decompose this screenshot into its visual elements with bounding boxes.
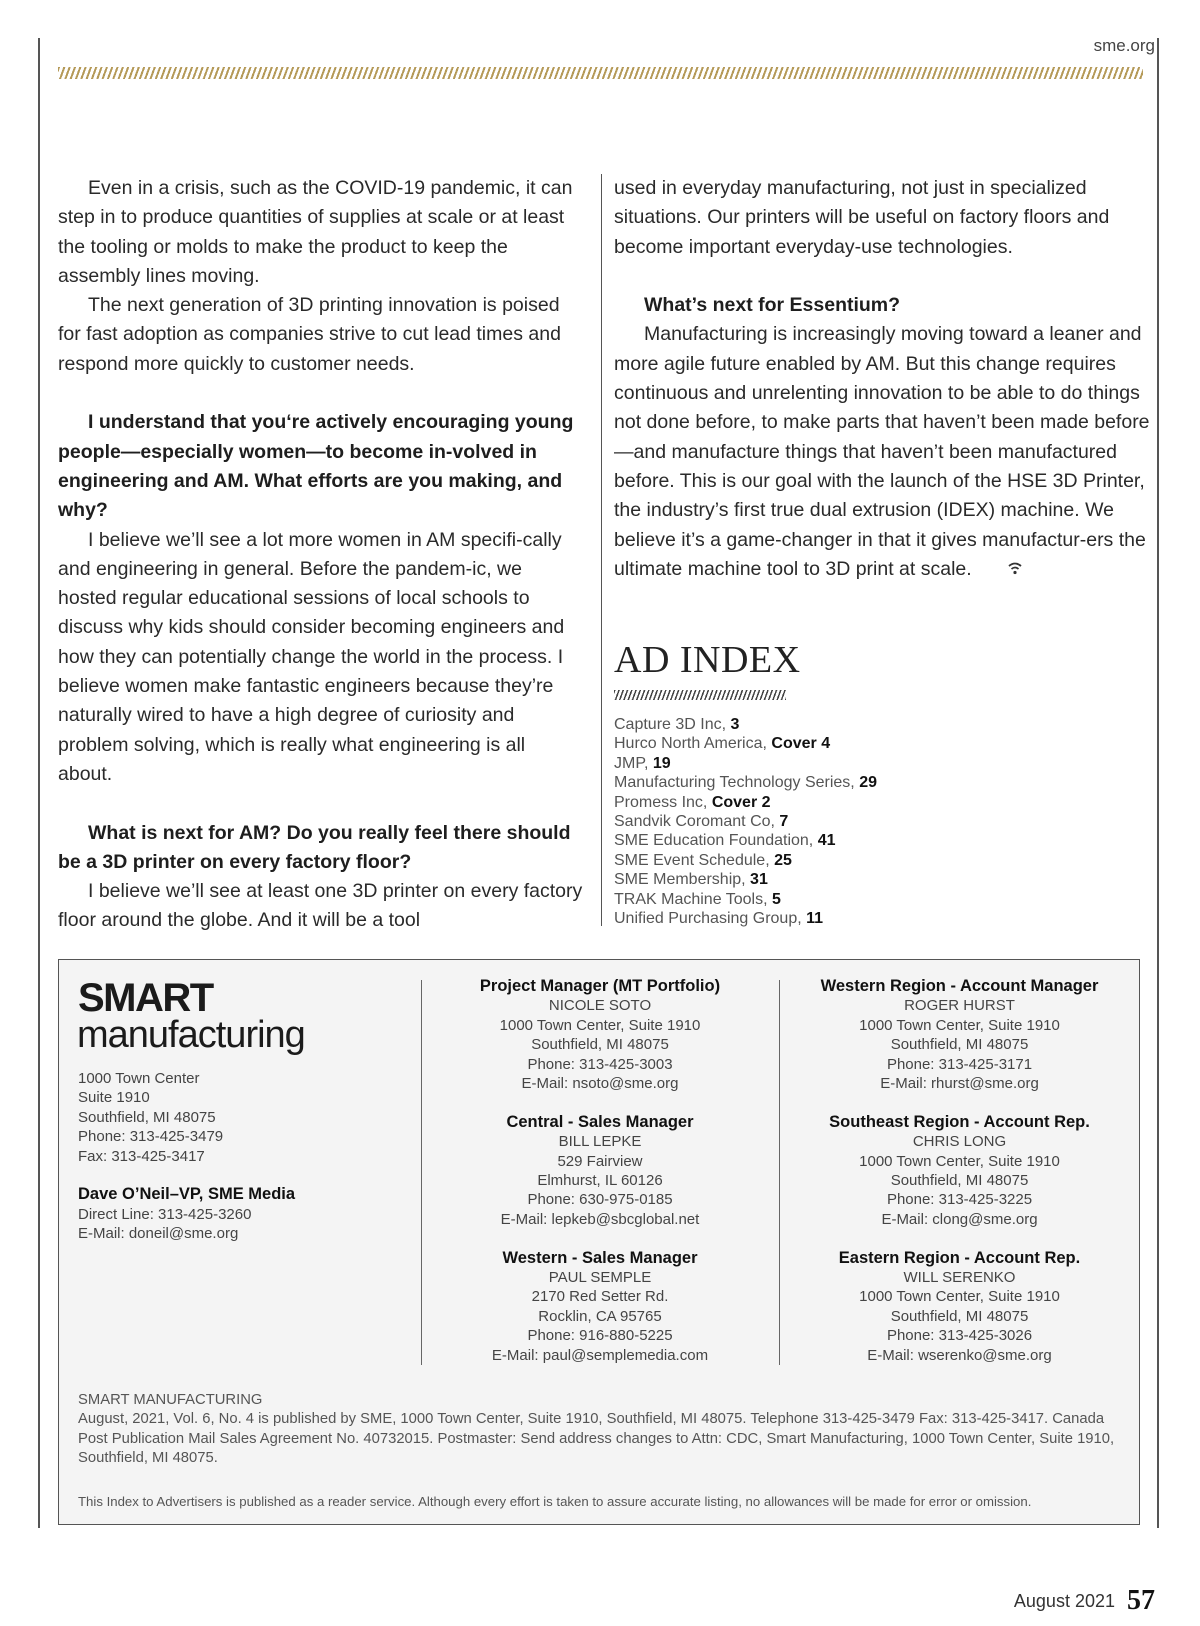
publication-info [78, 1391, 1118, 1469]
body-paragraph: The next generation of 3D printing innovation is poised for fast adoption as companies strive to cut lead times and respond more quickly to customer needs. [58, 294, 561, 375]
right-text-column [614, 174, 1154, 584]
interview-question: I understand that you‘re actively encouraging young people—especially women—to become in-volved in engineering and AM. What efforts are you making, and why? [58, 411, 574, 522]
masthead-divider [421, 980, 422, 1365]
body-paragraph: Even in a crisis, such as the COVID-19 pandemic, it can step in to produce quantities of supplies at scale or at least the tooling or molds to make the product to keep the assembly lines moving. [58, 177, 573, 287]
masthead-divider [779, 980, 780, 1365]
body-paragraph: used in everyday manufacturing, not just in specialized situations. Our printers will be useful on factory floors and become important everyday-use technologies. [614, 177, 1110, 258]
contact-block: Western Region - Account Manager ROGER HURST 1000 Town Center, Suite 1910 Southfield, MI 48075 Phone: 313-425-3171 E-Mail: rhurst@sme.org [787, 977, 1132, 1093]
ad-index-hatch-rule [614, 690, 786, 700]
left-text-column [58, 174, 583, 936]
body-paragraph [614, 320, 1154, 584]
ad-index-entry: Manufacturing Technology Series, 29 [614, 774, 877, 792]
ad-index-entry: Hurco North America, Cover 4 [614, 735, 831, 753]
contact-block: Western - Sales Manager PAUL SEMPLE 2170 Red Setter Rd. Rocklin, CA 95765 Phone: 916-880-5225 E-Mail: paul@semplemedia.com [430, 1249, 770, 1365]
contact-block: Southeast Region - Account Rep. CHRIS LONG 1000 Town Center, Suite 1910 Southfield, MI 48075 Phone: 313-425-3225 E-Mail: clong@sme.org [787, 1113, 1132, 1229]
contacts-column-2 [430, 977, 770, 1384]
contact-email[interactable]: E-Mail: nsoto@sme.org [521, 1075, 679, 1093]
ad-index-title: AD INDEX [614, 639, 801, 681]
ad-index-disclaimer: This Index to Advertisers is published as a reader service. Although every effort is taken to assure accurate listing, no allowances will be made for error or omission. [78, 1494, 1032, 1509]
contact-email[interactable]: E-Mail: paul@semplemedia.com [491, 1346, 709, 1364]
ad-index-entry: TRAK Machine Tools, 5 [614, 890, 781, 908]
contact-block: Project Manager (MT Portfolio) NICOLE SOTO 1000 Town Center, Suite 1910 Southfield, MI 48075 Phone: 313-425-3003 E-Mail: nsoto@sme.org [430, 977, 770, 1093]
page-number: 57 [1127, 1585, 1155, 1616]
vp-name: Dave O’Neil–VP, SME Media [78, 1185, 296, 1204]
right-margin-rule [1157, 38, 1159, 1528]
end-of-article-icon [978, 555, 1022, 584]
contact-email[interactable]: E-Mail: clong@sme.org [881, 1210, 1038, 1228]
ad-index-entry: JMP, 19 [614, 754, 671, 772]
interview-question: What is next for AM? Do you really feel there should be a 3D printer on every factory floor? [58, 821, 571, 873]
ad-index-entry: SME Membership, 31 [614, 871, 768, 889]
contact-email[interactable]: E-Mail: wserenko@sme.org [867, 1346, 1052, 1364]
issue-date: August 2021 [1013, 1591, 1115, 1611]
ad-index-list [614, 715, 877, 928]
ad-index-entry: Promess Inc, Cover 2 [614, 793, 771, 811]
header-hatch-rule [58, 67, 1143, 79]
closing-paragraph-text: Manufacturing is increasingly moving toward a leaner and more agile future enabled by AM. But this change requires continuous and unrelenting innovation to be able to do things not done before, to make parts that haven’t been made before—and manufacture things that haven’t been manufactured before. This is our goal with the launch of the HSE 3D Printer, the industry’s first true dual extrusion (IDEX) machine. We believe it’s a game-changer in that it gives manufactur-ers the ultimate machine tool to 3D print at scale. [614, 323, 1150, 580]
contacts-column-3 [787, 977, 1132, 1384]
contact-block: Central - Sales Manager BILL LEPKE 529 Fairview Elmhurst, IL 60126 Phone: 630-975-0185 E-Mail: lepkeb@sbcglobal.net [430, 1113, 770, 1229]
contact-block: Eastern Region - Account Rep. WILL SERENKO 1000 Town Center, Suite 1910 Southfield, MI 48075 Phone: 313-425-3026 E-Mail: wserenko@sme.org [787, 1249, 1132, 1365]
logo-line-smart: SMART [78, 976, 213, 1020]
logo-line-manufacturing: manufacturing [77, 1014, 305, 1056]
vp-direct-line: Direct Line: 313-425-3260 [78, 1205, 252, 1223]
contact-email[interactable]: E-Mail: lepkeb@sbcglobal.net [500, 1210, 700, 1228]
body-paragraph: I believe we’ll see at least one 3D printer on every factory floor around the globe. And it will be a tool [58, 880, 583, 932]
page-footer [1014, 1585, 1155, 1617]
masthead-address: 1000 Town Center Suite 1910 Southfield, MI 48075 Phone: 313-425-3479 Fax: 313-425-3417 Dave O’Neil–VP, SME Media Direct Line: 313-425-3260 E-Mail: doneil@sme.org [78, 1070, 296, 1243]
site-url[interactable]: sme.org [1093, 36, 1155, 55]
vp-email[interactable]: E-Mail: doneil@sme.org [78, 1225, 239, 1243]
interview-question: What’s next for Essentium? [644, 294, 901, 317]
publication-text: August, 2021, Vol. 6, No. 4 is published by SME, 1000 Town Center, Suite 1910, Southfield, MI 48075. Telephone 313-425-3479 Fax: 313-425-3417. Canada Post Publication Mail Sales Agreement No. 40732015. Postmaster: Send address changes to Attn: CDC, Smart Manufacturing, 1000 Town Center, Suite 1910, Southfield, MI 48075. [78, 1411, 1115, 1467]
left-margin-rule [38, 38, 40, 1528]
ad-index-entry: Sandvik Coromant Co, 7 [614, 813, 789, 831]
publication-name: SMART MANUFACTURING [78, 1392, 263, 1408]
body-paragraph: I believe we’ll see a lot more women in AM specifi-cally and engineering in general. Before the pandem-ic, we hosted regular educational sessions of local schools to discuss why kids should consider becoming engineers and how they can potentially change the world in the process. I believe women make fantastic engineers because they’re naturally wired to have a high degree of curiosity and problem solving, which is really what engineering is all about. [58, 528, 565, 785]
ad-index-entry: SME Event Schedule, 25 [614, 851, 792, 869]
ad-index-entry: Unified Purchasing Group, 11 [614, 910, 824, 928]
ad-index-entry: Capture 3D Inc, 3 [614, 716, 740, 733]
smart-manufacturing-logo [78, 978, 213, 1018]
contact-email[interactable]: E-Mail: rhurst@sme.org [880, 1075, 1039, 1093]
ad-index-entry: SME Education Foundation, 41 [614, 832, 836, 850]
column-divider [601, 174, 602, 926]
